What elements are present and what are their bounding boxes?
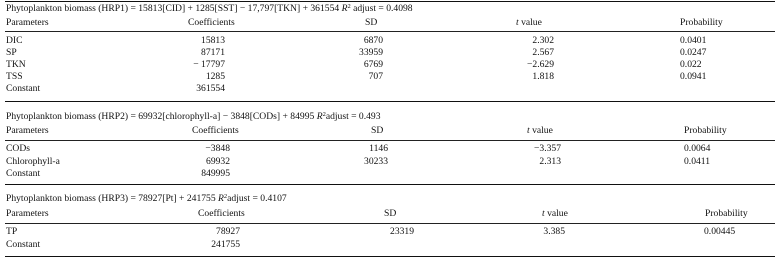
r2-superscript: 2 xyxy=(223,193,228,200)
t-symbol: t xyxy=(527,125,530,136)
r2-symbol: R xyxy=(218,193,224,204)
cell-sd: 30233 xyxy=(364,156,388,167)
cell-parameter: TSS xyxy=(6,71,23,82)
section-rule xyxy=(5,184,775,185)
t-value-label: value xyxy=(518,17,542,28)
cell-t-value: 3.385 xyxy=(543,226,565,237)
cell-t-value: −2.629 xyxy=(527,59,554,70)
cell-t-value: 2.302 xyxy=(532,35,554,46)
model-equation-hrp1 xyxy=(6,3,413,14)
r2-superscript: 2 xyxy=(322,111,326,118)
cell-coefficient: − 17797 xyxy=(193,59,225,70)
cell-parameter: DIC xyxy=(6,35,23,46)
header-parameters: Parameters xyxy=(6,17,49,28)
t-symbol: t xyxy=(516,17,519,28)
cell-sd: 33959 xyxy=(359,47,383,58)
t-value-label: value xyxy=(544,208,568,219)
header-probability: Probability xyxy=(705,208,748,219)
header-t-value xyxy=(516,17,542,28)
cell-coefficient: 87171 xyxy=(201,47,225,58)
section-rule xyxy=(5,101,775,102)
r2-superscript: 2 xyxy=(347,3,351,10)
table-bottom-rule xyxy=(5,256,775,257)
cell-coefficient: 241755 xyxy=(211,239,240,250)
cell-parameter: Constant xyxy=(6,168,41,179)
model-equation-hrp3 xyxy=(6,193,287,204)
adjusted-r2: adjust = 0.4107 xyxy=(227,193,287,204)
header-rule xyxy=(5,140,775,141)
cell-sd: 707 xyxy=(368,71,383,82)
header-sd: SD xyxy=(371,125,384,136)
cell-parameter: Constant xyxy=(6,239,41,250)
cell-probability: 0.0247 xyxy=(680,47,707,58)
cell-parameter: TKN xyxy=(6,59,26,70)
cell-t-value: 2.313 xyxy=(539,156,561,167)
cell-t-value: 2.567 xyxy=(532,47,554,58)
cell-sd: 23319 xyxy=(390,226,414,237)
header-t-value xyxy=(527,125,553,136)
adjusted-r2: adjust = 0.4098 xyxy=(350,3,413,14)
t-value-label: value xyxy=(529,125,553,136)
cell-sd: 1146 xyxy=(369,143,388,154)
header-rule xyxy=(5,223,775,224)
cell-sd: 6870 xyxy=(363,35,383,46)
equation-text: Phytoplankton biomass (HRP3) = 78927[Pt] + 241755 xyxy=(6,193,219,204)
cell-coefficient: 361554 xyxy=(196,83,225,94)
cell-coefficient: −3848 xyxy=(205,143,230,154)
header-t-value xyxy=(542,208,568,219)
header-coefficients: Coefficients xyxy=(198,208,245,219)
equation-text: Phytoplankton biomass (HRP1) = 15813[CID] + 1285[SST] − 17,797[TKN] + 361554 xyxy=(6,3,342,14)
header-probability: Probability xyxy=(684,125,727,136)
cell-probability: 0.0064 xyxy=(684,143,711,154)
r2-symbol: R xyxy=(341,3,348,14)
cell-parameter: Chlorophyll-a xyxy=(6,156,60,167)
cell-probability: 0.022 xyxy=(680,59,702,70)
cell-parameter: TP xyxy=(6,226,18,237)
cell-probability: 0.00445 xyxy=(704,226,736,237)
t-symbol: t xyxy=(542,208,545,219)
cell-t-value: 1.818 xyxy=(532,71,554,82)
header-rule xyxy=(5,31,775,32)
cell-coefficient: 849995 xyxy=(201,168,230,179)
cell-coefficient: 1285 xyxy=(205,71,225,82)
cell-coefficient: 78927 xyxy=(216,226,240,237)
cell-coefficient: 15813 xyxy=(201,35,225,46)
cell-parameter: SP xyxy=(6,47,17,58)
adjusted-r2: adjust = 0.493 xyxy=(325,111,381,122)
model-equation-hrp2 xyxy=(6,111,381,122)
cell-probability: 0.0411 xyxy=(684,156,711,167)
header-probability: Probability xyxy=(680,17,723,28)
equation-text: Phytoplankton biomass (HRP2) = 69932[chlorophyll-a] − 3848[CODs] + 84995 xyxy=(6,111,317,122)
table-top-rule xyxy=(5,1,775,2)
cell-t-value: −3.357 xyxy=(534,143,561,154)
header-parameters: Parameters xyxy=(6,208,49,219)
cell-probability: 0.0941 xyxy=(680,71,707,82)
cell-coefficient: 69932 xyxy=(206,156,230,167)
header-parameters: Parameters xyxy=(6,125,49,136)
header-sd: SD xyxy=(384,208,397,219)
cell-parameter: CODs xyxy=(6,143,30,154)
header-coefficients: Coefficients xyxy=(188,17,235,28)
header-coefficients: Coefficients xyxy=(192,125,239,136)
header-sd: SD xyxy=(365,17,378,28)
cell-probability: 0.0401 xyxy=(680,35,707,46)
cell-sd: 6769 xyxy=(363,59,383,70)
cell-parameter: Constant xyxy=(6,83,41,94)
r2-symbol: R xyxy=(316,111,323,122)
